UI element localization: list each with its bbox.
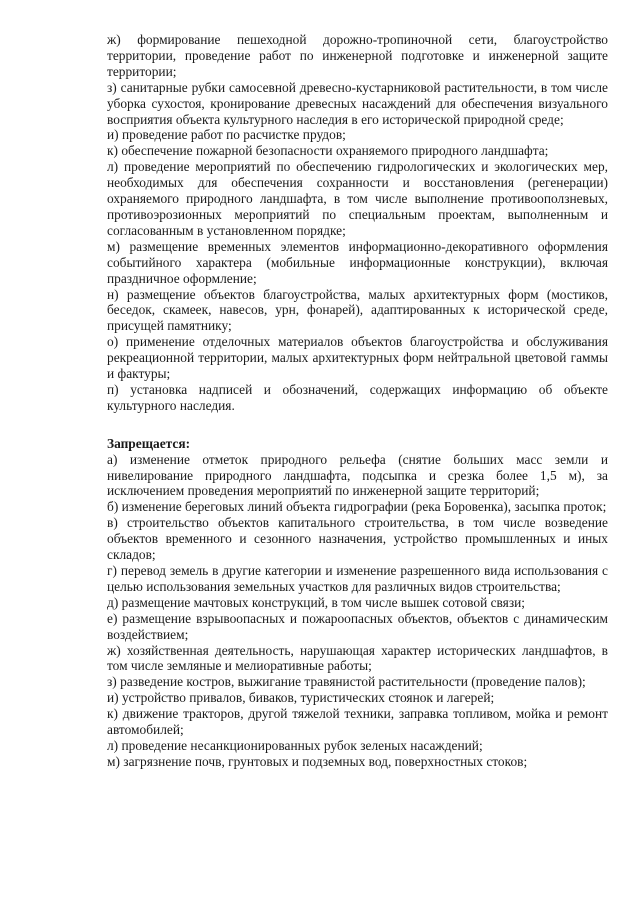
list-item: а) изменение отметок природного рельефа (снятие больших масс земли и нивелирование природного ландшафта, подсыпка и срезка более 1,5 м), за исключением проведения мероприятий по инженерной защите территорий; xyxy=(107,451,608,499)
list-item: е) размещение взрывоопасных и пожароопасных объектов, объектов с динамическим воздействием; xyxy=(107,610,608,642)
list-item: м) размещение временных элементов информационно-декоративного оформления событийного характера (мобильные информационные конструкции), включая праздничное оформление; xyxy=(107,238,608,286)
list-item: г) перевод земель в другие категории и изменение разрешенного вида использования с целью использования земельных участков для различных видов строительства; xyxy=(107,563,608,594)
list-item: к) обеспечение пожарной безопасности охраняемого природного ландшафта; xyxy=(107,143,549,159)
list-item: з) санитарные рубки самосевной древесно-кустарниковой растительности, в том числе уборка сухостоя, кронирование древесных насаждений для обеспечения визуального восприятия объекта культурного наследия в его исторической природной среде; xyxy=(107,79,608,127)
list-item: п) установка надписей и обозначений, содержащих информацию об объекте культурного наследия. xyxy=(107,381,608,413)
list-item: м) загрязнение почв, грунтовых и подземных вод, поверхностных стоков; xyxy=(107,753,528,769)
list-item: в) строительство объектов капитального строительства, в том числе возведение объектов временного и сезонного назначения, устройство промышленных и иных складов; xyxy=(107,515,608,563)
list-item: ж) формирование пешеходной дорожно-тропиночной сети, благоустройство территории, проведение работ по инженерной подготовке и инженерной защите территории; xyxy=(107,32,608,79)
list-item: ж) хозяйственная деятельность, нарушающая характер исторических ландшафтов, в том числе земляные и мелиоративные работы; xyxy=(107,642,608,674)
list-item: и) проведение работ по расчистке прудов; xyxy=(107,127,346,143)
list-item: л) проведение несанкционированных рубок зеленых насаждений; xyxy=(107,737,483,753)
list-item: и) устройство привалов, биваков, туристических стоянок и лагерей; xyxy=(107,690,495,706)
list-item: о) применение отделочных материалов объектов благоустройства и обслуживания рекреационной территории, малых архитектурных форм нейтральной цветовой гаммы и фактуры; xyxy=(107,334,608,382)
list-item: к) движение тракторов, другой тяжелой техники, заправка топливом, мойка и ремонт автомобилей; xyxy=(107,706,608,738)
list-item: з) разведение костров, выжигание травянистой растительности (проведение палов); xyxy=(107,674,586,690)
list-item: д) размещение мачтовых конструкций, в том числе вышек сотовой связи; xyxy=(107,594,526,610)
prohibited-heading: Запрещается: xyxy=(107,435,191,451)
list-item: б) изменение береговых линий объекта гидрографии (река Боровенка), засыпка проток; xyxy=(107,499,607,515)
list-item: н) размещение объектов благоустройства, малых архитектурных форм (мостиков, беседок, скамеек, навесов, урн, фонарей), адаптированных к исторической среде, присущей памятнику; xyxy=(107,286,608,334)
allowed-list xyxy=(107,32,608,414)
prohibited-list xyxy=(107,452,608,770)
list-item: л) проведение мероприятий по обеспечению гидрологических и экологических мер, необходимых для обеспечения сохранности и восстановления (регенерации) охраняемого природного ландшафта, в том числе выполнение противооползневых, противоэрозионных мероприятий по специальным проектам, выполненным и согласованным в установленном порядке; xyxy=(107,159,608,238)
